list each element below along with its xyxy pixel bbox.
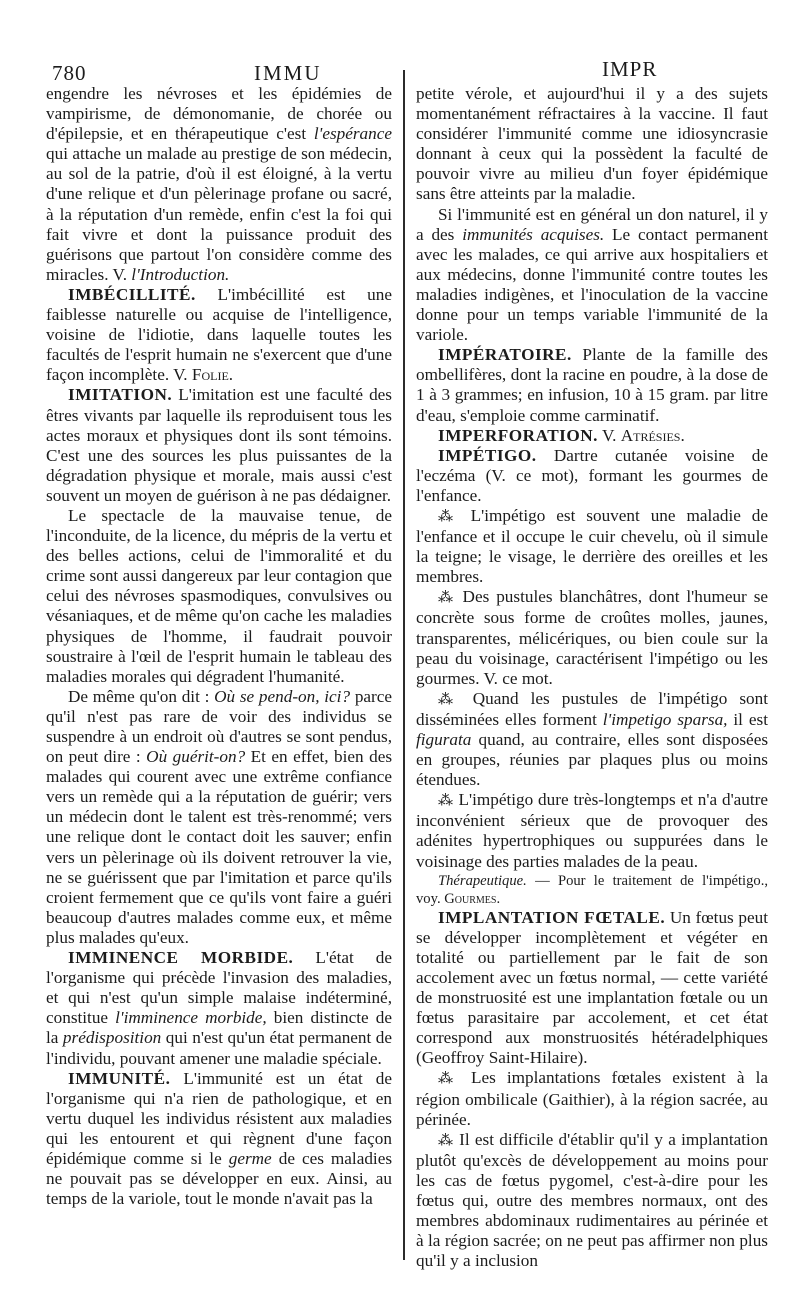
headword: IMPLANTATION FŒTALE. <box>438 907 666 927</box>
asterism-icon: ⁂ <box>438 590 456 607</box>
entry-imitation: IMITATION. L'imitation est une faculté des êtres vivants par laquelle ils reproduisent tous les actes moraux et physiques dont ils sont témoins. C'est une des sources les plus puissantes de la dégradation physique et morale, mais aussi c'est souvent un moyen de guérison à ne pas dédaigner. <box>46 385 392 505</box>
paragraph: ⁂ L'impétigo est souvent une maladie de l'enfance et il occupe le cuir chevelu, où il simule la teigne; le visage, le derrière des oreilles et les membres. <box>416 505 769 587</box>
cross-reference: Folie. <box>191 365 234 385</box>
paragraph: ⁂ Des pustules blanchâtres, dont l'humeur se concrète sous forme de croûtes molles, jaunes, transparentes, mélicériques, ou bien coule sur la peau du voisinage, caractérisent l'impétigo ou les gourmes. V. ce mot. <box>416 587 769 688</box>
page-header <box>46 55 770 87</box>
entry-intro-continuation: engendre les névroses et les épidémies de vampirisme, de démonomanie, de chorée ou d'épilepsie, et en thérapeutique c'est l'espérance qui attache un malade au prestige de son médecin, au sol de la patrie, d'où il est éloigné, à la vertu d'une relique et d'un pèlerinage profane ou sacré, à la réputation d'un remède, enfin c'est la foi qui fait vivre et dont la puissance produit des guérisons que partout l'on considère comme des miracles. V. l'Introduction. <box>46 84 392 284</box>
paragraph: ⁂ Quand les pustules de l'impétigo sont disséminées elles forment l'impetigo sparsa, il est figurata quand, au contraire, elles sont disposées en groupes, réunies par plaques plus ou moins étendues. <box>416 688 769 790</box>
paragraph: ⁂ L'impétigo dure très-longtemps et n'a d'autre inconvénient sérieux que de provoquer des adénites hypertrophiques ou suppurées dans le voisinage des parties malades de la peau. <box>416 790 769 871</box>
entry-imbecillite: IMBÉCILLITÉ. L'imbécillité est une faiblesse naturelle ou acquise de l'intelligence, voisine de l'idiotie, dans laquelle toutes les facultés de l'esprit humain ne s'exercent que d'une façon incomplète. V. Folie. <box>46 284 392 385</box>
headword: IMPERFORATION. <box>438 425 598 445</box>
entry-imminence-morbide: IMMINENCE MORBIDE. L'état de l'organisme qui précède l'invasion des maladies, et qui n'est qu'un simple malaise indéterminé, constitue l'imminence morbide, bien distincte de la prédisposition qui n'est qu'un état permanent de l'individu, pouvant amener une maladie spéciale. <box>46 948 393 1068</box>
headword: IMPÉTIGO. <box>438 445 537 465</box>
paragraph: Si l'immunité est en général un don naturel, il y a des immunités acquises. Le contact permanent avec les malades, ce qui arrive aux hospitaliers et aux médecins, donne l'immunité contre toutes les maladies indigènes, et l'inoculation de la vaccine donne pour un temps variable l'immunité de la variole. <box>416 204 768 345</box>
right-column <box>416 84 768 1271</box>
headword: IMMUNITÉ. <box>68 1068 171 1088</box>
running-head-right: IMPR <box>602 57 658 81</box>
running-head-left: IMMU <box>254 61 322 85</box>
page-number: 780 <box>52 61 87 85</box>
asterism-icon: ⁂ <box>438 1071 460 1088</box>
paragraph: De même qu'on dit : Où se pend-on, ici? parce qu'il n'est pas rare de voir des individus se suspendre à un endroit où d'autres se sont pendus, on peut dire : Où guérit-on? Et en effet, bien des malades qui courent avec une extrême confiance vers un remède qui a la réputation de guérir; vers un médecin dont le talent est très-renommé; vers une relique dont le contact doit les sauver; enfin vers un pèlerinage où ils doivent retrouver la vie, ne se guérissent que par l'imitation et parce qu'ils croient fermement que ce qu'ils vont faire a guéri beaucoup d'autres malades comme eux, et même plus malades qu'eux. <box>46 686 393 947</box>
column-divider <box>403 70 405 1260</box>
headword: IMMINENCE MORBIDE. <box>68 948 294 968</box>
entry-imperforation: IMPERFORATION. V. Atrésies. <box>438 425 685 445</box>
left-column <box>46 84 392 1209</box>
paragraph: Le spectacle de la mauvaise tenue, de l'inconduite, de la licence, du mépris de la vertu et des belles actions, celui de l'immoralité et du crime sont aussi dangereux par leur contagion que celui des névroses spasmodiques, convulsives ou vésaniaques, et de même qu'on cache les maladies physiques de l'homme, il faudrait pouvoir soustraire à l'œil de l'esprit humain le tableau des maladies morales qui dégradent l'humanité. <box>46 505 392 686</box>
entry-imperatoire: IMPÉRATOIRE. Plante de la famille des ombellifères, dont la racine en poudre, à la dose de 1 à 3 grammes; en infusion, 10 à 15 gram. par litre d'eau, s'emploie comme carminatif. <box>416 345 768 425</box>
entry-implantation-foetale: IMPLANTATION FŒTALE. Un fœtus peut se développer incomplètement et végéter en totalité ou partiellement par le fait de son accolement avec un fœtus normal, — cette variété de monstruosité est une implantation fœtale ou un fœtus parasitaire par accolement, et cet état correspond aux monstruosités hétéradelphiques (Geoffroy Saint-Hilaire). <box>416 907 769 1068</box>
paragraph: ⁂ Les implantations fœtales existent à la région ombilicale (Gaithier), à la région sacrée, au périnée. <box>416 1068 769 1129</box>
asterism-icon: ⁂ <box>438 508 460 525</box>
cross-reference: Atrésies. <box>620 425 685 445</box>
entry-impetigo: IMPÉTIGO. Dartre cutanée voisine de l'eczéma (V. ce mot), formant les gourmes de l'enfance. <box>416 445 768 505</box>
headword: IMITATION. <box>68 385 173 405</box>
asterism-icon: ⁂ <box>438 1132 454 1149</box>
cross-reference: Gourmes. <box>444 890 501 907</box>
entry-immunite: IMMUNITÉ. L'immunité est un état de l'organisme qui n'a rien de pathologique, et en vertu duquel les individus résistent aux maladies qui les entourent et qui règnent d'une façon épidémique comme si le germe de ces maladies ne pouvait pas se développer en eux. Ainsi, au temps de la variole, tout le monde n'avait pas la <box>46 1068 393 1209</box>
headword: IMPÉRATOIRE. <box>438 345 572 365</box>
asterism-icon: ⁂ <box>438 793 454 810</box>
asterism-icon: ⁂ <box>438 691 461 708</box>
entry-immunite-continuation: petite vérole, et aujourd'hui il y a des sujets momentanément réfractaires à la vaccine. Il faut considérer l'immunité comme une idiosyncrasie donnant à ceux qui la possèdent la faculté de pouvoir vivre au milieu d'un foyer épidémique sans être atteints par la maladie. <box>416 84 768 204</box>
therapeutique-note: Thérapeutique. — Pour le traitement de l'impétigo., voy. Gourmes. <box>416 872 768 907</box>
paragraph: ⁂ Il est difficile d'établir qu'il y a implantation plutôt qu'excès de développement au moins pour les cas de fœtus pygomel, c'est-à-dire pour les fœtus qui, outre des membres normaux, ont des membres abdominaux rudimentaires au périnée et à la région sacrée; on ne peut pas affirmer non plus qu'il y a inclusion <box>416 1129 768 1271</box>
headword: IMBÉCILLITÉ. <box>68 284 196 304</box>
